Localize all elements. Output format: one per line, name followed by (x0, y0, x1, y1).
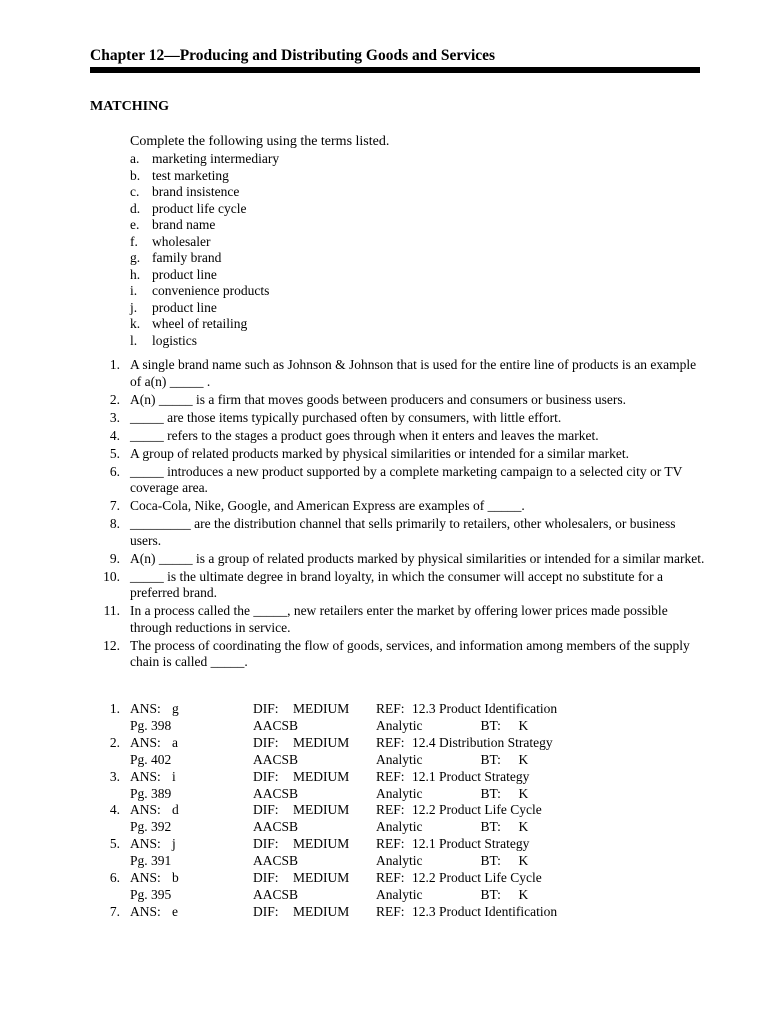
bt-value: K (518, 751, 529, 767)
term-letter: d. (130, 200, 141, 216)
dif-value: MEDIUM (293, 836, 350, 852)
bt-group (481, 752, 529, 769)
spacer (120, 701, 130, 718)
answer-key-table (98, 701, 616, 921)
term-letter: e. (130, 217, 140, 232)
term-item (130, 316, 279, 333)
question-text: The process of coordinating the flow of goods, services, and information among members of the supply chain is called _____. (130, 637, 690, 669)
bt-group (481, 718, 529, 735)
bt-label: BT: (480, 886, 501, 902)
difficulty-cell (253, 802, 376, 819)
ref-value: 12.1 Product Strategy (412, 768, 530, 784)
question-item (98, 516, 708, 549)
ans-label: ANS: (130, 701, 161, 716)
bt-label: BT: (480, 751, 501, 767)
aacsb-label: AACSB (253, 751, 299, 767)
page-reference: Pg. 392 (130, 819, 172, 835)
question-number: 2. (109, 391, 120, 407)
term-letter: b. (130, 167, 141, 183)
analytic-label: Analytic (376, 785, 423, 801)
title-rule (90, 67, 700, 73)
question-item (98, 357, 708, 390)
bt-value: K (518, 785, 529, 801)
term-letter: l. (130, 332, 138, 348)
term-item (130, 283, 279, 300)
reference-cell (376, 701, 616, 718)
bt-label: BT: (480, 853, 501, 869)
instructions: Complete the following using the terms listed. (130, 134, 390, 149)
spacer (120, 802, 130, 819)
ref-value: 12.1 Product Strategy (412, 836, 530, 852)
question-text: _____ is the ultimate degree in brand loyalty, in which the consumer will accept no substitute for a preferred brand. (130, 568, 663, 600)
dif-label: DIF: (253, 768, 279, 784)
answer-row (98, 769, 616, 786)
term-item (130, 234, 279, 251)
ref-label: REF: (376, 802, 405, 818)
difficulty-cell (253, 701, 376, 718)
term-list (130, 151, 279, 349)
question-item (98, 498, 708, 515)
answer-row (98, 870, 616, 887)
question-item (98, 638, 708, 671)
term-text: brand insistence (152, 184, 240, 199)
analytic-cell (376, 887, 616, 904)
dif-label: DIF: (253, 836, 279, 852)
question-number: 12. (103, 637, 120, 653)
analytic-cell (376, 718, 616, 735)
page-reference: Pg. 398 (130, 717, 172, 733)
term-text: marketing intermediary (152, 151, 280, 166)
answer-cell (130, 769, 253, 786)
bt-value: K (518, 853, 529, 869)
answer-cell (130, 836, 253, 853)
ref-value: 12.3 Product Identification (412, 903, 558, 919)
term-item (130, 184, 279, 201)
question-number: 5. (109, 445, 120, 461)
spacer (120, 752, 130, 769)
dif-label: DIF: (253, 903, 279, 919)
question-text: A single brand name such as Johnson & Johnson that is used for the entire line of products is an example of a(n) _____ . (130, 357, 697, 389)
question-number: 10. (103, 568, 120, 584)
answer-row (98, 836, 616, 853)
answer-cell (130, 802, 253, 819)
spacer (120, 735, 130, 752)
question-number: 3. (109, 409, 120, 425)
term-text: wheel of retailing (152, 316, 248, 331)
question-item (98, 446, 708, 463)
dif-label: DIF: (253, 701, 279, 716)
analytic-cell (376, 853, 616, 870)
ans-letter: g (172, 701, 179, 716)
analytic-label: Analytic (376, 819, 423, 835)
dif-label: DIF: (253, 870, 279, 886)
term-item (130, 300, 279, 317)
term-text: family brand (152, 250, 222, 265)
answer-number: 4. (109, 802, 120, 818)
answer-detail-row (98, 718, 616, 735)
answer-number: 5. (109, 836, 120, 852)
analytic-label: Analytic (376, 751, 423, 767)
reference-cell (376, 735, 616, 752)
term-letter: i. (130, 283, 138, 298)
term-item (130, 201, 279, 218)
question-item (98, 428, 708, 445)
question-item (98, 551, 708, 568)
reference-cell (376, 904, 616, 921)
difficulty-cell (253, 904, 376, 921)
question-text: Coca-Cola, Nike, Google, and American Express are examples of _____. (130, 498, 525, 513)
aacsb-label: AACSB (253, 886, 299, 902)
difficulty-cell (253, 735, 376, 752)
question-number: 8. (109, 516, 120, 531)
aacsb-label: AACSB (253, 819, 299, 835)
ans-label: ANS: (130, 734, 161, 750)
question-number: 1. (109, 357, 120, 372)
question-item (98, 603, 708, 636)
term-text: product life cycle (152, 200, 247, 216)
answer-number: 2. (109, 734, 120, 750)
term-letter: c. (130, 184, 140, 199)
ans-label: ANS: (130, 903, 161, 919)
ref-label: REF: (376, 870, 405, 886)
question-text: _________ are the distribution channel that sells primarily to retailers, other wholesalers, or business users. (130, 516, 676, 548)
bt-value: K (518, 717, 529, 733)
difficulty-cell (253, 836, 376, 853)
dif-label: DIF: (253, 734, 279, 750)
term-item (130, 151, 279, 168)
dif-value: MEDIUM (293, 802, 350, 818)
dif-label: DIF: (253, 802, 279, 818)
reference-cell (376, 802, 616, 819)
answer-row (98, 701, 616, 718)
term-item (130, 333, 279, 350)
chapter-title: Chapter 12—Producing and Distributing Goods and Services (90, 47, 496, 64)
bt-group (481, 853, 529, 870)
answer-detail-row (98, 819, 616, 836)
answer-row (98, 802, 616, 819)
question-item (98, 392, 708, 409)
ans-letter: j (172, 836, 176, 852)
answer-number: 6. (109, 870, 120, 886)
dif-value: MEDIUM (293, 903, 350, 919)
question-number: 11. (103, 603, 120, 618)
term-item (130, 168, 279, 185)
spacer (120, 836, 130, 853)
bt-group (481, 786, 529, 803)
question-number: 4. (109, 427, 120, 443)
ans-label: ANS: (130, 870, 161, 886)
spacer (120, 887, 130, 904)
difficulty-cell (253, 769, 376, 786)
term-text: brand name (152, 217, 216, 232)
answer-detail-row (98, 786, 616, 803)
term-text: wholesaler (152, 233, 211, 249)
answer-row (98, 735, 616, 752)
ref-value: 12.3 Product Identification (412, 701, 558, 716)
aacsb-label: AACSB (253, 717, 299, 733)
page-reference: Pg. 391 (130, 853, 172, 869)
term-letter: j. (130, 299, 138, 315)
spacer (120, 853, 130, 870)
ref-label: REF: (376, 903, 405, 919)
bt-label: BT: (480, 717, 501, 733)
spacer (98, 853, 120, 870)
dif-value: MEDIUM (293, 734, 350, 750)
bt-value: K (518, 819, 529, 835)
answer-cell (130, 701, 253, 718)
question-text: A(n) _____ is a firm that moves goods between producers and consumers or business users. (130, 391, 627, 407)
term-letter: k. (130, 316, 141, 331)
question-text: _____ refers to the stages a product goes through when it enters and leaves the market. (130, 427, 599, 443)
question-text: In a process called the _____, new retailers enter the market by offering lower prices made possible through reductions in service. (130, 603, 668, 635)
answer-detail-row (98, 887, 616, 904)
ref-value: 12.2 Product Life Cycle (412, 870, 542, 886)
bt-group (481, 887, 529, 904)
ref-value: 12.2 Product Life Cycle (412, 802, 542, 818)
term-text: logistics (152, 332, 198, 348)
ref-label: REF: (376, 836, 405, 852)
question-number: 9. (109, 550, 120, 566)
page-reference: Pg. 389 (130, 785, 172, 801)
bt-value: K (518, 886, 529, 902)
analytic-label: Analytic (376, 886, 423, 902)
section-heading: MATCHING (90, 99, 170, 114)
ref-label: REF: (376, 701, 405, 716)
term-item (130, 217, 279, 234)
question-number: 7. (109, 498, 120, 513)
term-letter: g. (130, 250, 141, 265)
ans-label: ANS: (130, 802, 161, 818)
analytic-label: Analytic (376, 853, 423, 869)
spacer (98, 752, 120, 769)
spacer (120, 819, 130, 836)
ans-letter: i (172, 768, 176, 784)
term-item (130, 267, 279, 284)
answer-detail-row (98, 853, 616, 870)
question-list (98, 357, 708, 672)
answer-cell (130, 870, 253, 887)
ans-letter: e (172, 903, 178, 919)
question-number: 6. (109, 463, 120, 479)
answer-number: 3. (109, 768, 120, 784)
term-text: product line (152, 266, 217, 282)
question-item (98, 410, 708, 427)
ref-label: REF: (376, 734, 405, 750)
analytic-cell (376, 819, 616, 836)
ans-letter: b (172, 870, 179, 886)
spacer (98, 718, 120, 735)
answer-detail-row (98, 752, 616, 769)
ref-label: REF: (376, 768, 405, 784)
spacer (120, 769, 130, 786)
dif-value: MEDIUM (293, 701, 350, 716)
analytic-cell (376, 786, 616, 803)
spacer (98, 786, 120, 803)
spacer (120, 904, 130, 921)
difficulty-cell (253, 870, 376, 887)
dif-value: MEDIUM (293, 768, 350, 784)
answer-cell (130, 735, 253, 752)
reference-cell (376, 769, 616, 786)
term-text: convenience products (152, 283, 270, 298)
question-text: _____ introduces a new product supported by a complete marketing campaign to a selected city or TV coverage area. (130, 463, 683, 495)
aacsb-label: AACSB (253, 785, 299, 801)
spacer (120, 718, 130, 735)
question-text: A group of related products marked by physical similarities or intended for a similar market. (130, 445, 629, 461)
spacer (98, 887, 120, 904)
question-text: _____ are those items typically purchased often by consumers, with little effort. (130, 409, 562, 425)
reference-cell (376, 836, 616, 853)
answer-number: 1. (109, 701, 120, 716)
ans-letter: a (172, 734, 178, 750)
spacer (98, 819, 120, 836)
question-item (98, 464, 708, 497)
answer-row (98, 904, 616, 921)
analytic-cell (376, 752, 616, 769)
ref-value: 12.4 Distribution Strategy (412, 734, 553, 750)
term-item (130, 250, 279, 267)
term-text: product line (152, 299, 217, 315)
aacsb-label: AACSB (253, 853, 299, 869)
bt-label: BT: (480, 785, 501, 801)
term-text: test marketing (152, 167, 229, 183)
dif-value: MEDIUM (293, 870, 350, 886)
ans-letter: d (172, 802, 179, 818)
spacer (120, 870, 130, 887)
analytic-label: Analytic (376, 717, 423, 733)
bt-label: BT: (480, 819, 501, 835)
page-reference: Pg. 402 (130, 751, 172, 767)
answer-number: 7. (109, 903, 120, 919)
ans-label: ANS: (130, 768, 161, 784)
term-letter: f. (130, 233, 138, 249)
question-text: A(n) _____ is a group of related products marked by physical similarities or intended for a similar market. (130, 550, 705, 566)
reference-cell (376, 870, 616, 887)
term-letter: a. (130, 151, 140, 166)
ans-label: ANS: (130, 836, 161, 852)
answer-cell (130, 904, 253, 921)
question-item (98, 569, 708, 602)
term-letter: h. (130, 266, 141, 282)
spacer (120, 786, 130, 803)
bt-group (481, 819, 529, 836)
page-reference: Pg. 395 (130, 886, 172, 902)
